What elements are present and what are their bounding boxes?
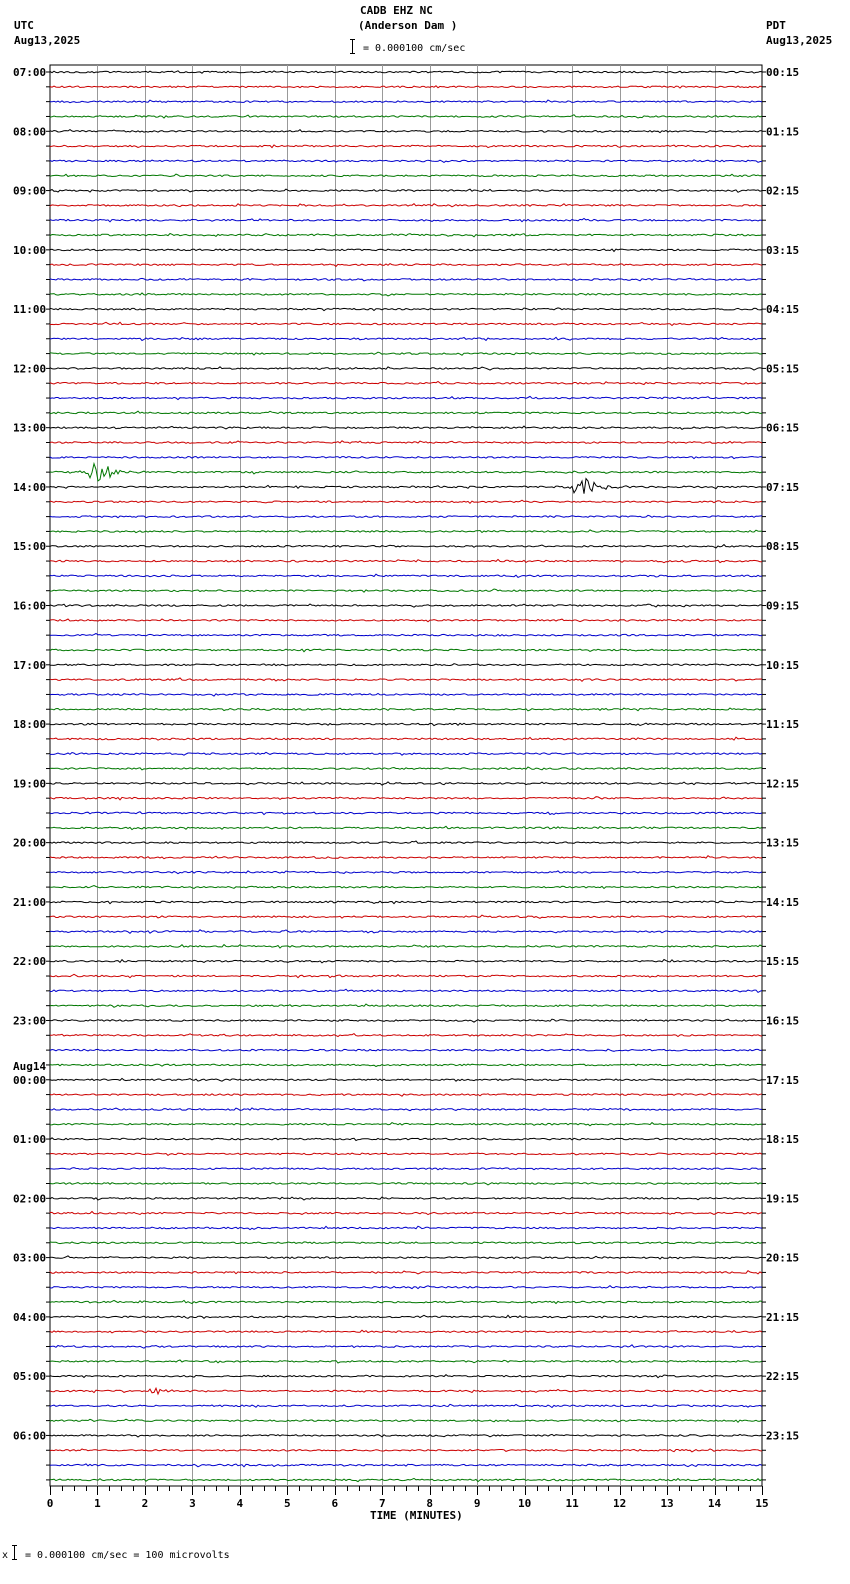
trace-82 xyxy=(50,1286,762,1289)
trace-70 xyxy=(50,1108,762,1111)
trace-2 xyxy=(50,100,762,103)
trace-46 xyxy=(50,752,762,755)
right-hour-label: 14:15 xyxy=(766,895,800,909)
x-tick-label: 12 xyxy=(612,1497,627,1510)
trace-14 xyxy=(50,278,762,281)
x-tick-label: 2 xyxy=(141,1497,149,1510)
trace-51 xyxy=(50,826,762,829)
trace-55 xyxy=(50,886,762,889)
trace-26 xyxy=(50,457,762,459)
trace-28 xyxy=(50,479,762,494)
footer-scale-bar-icon xyxy=(14,1545,15,1560)
right-hour-label: 12:15 xyxy=(766,777,800,791)
trace-40 xyxy=(50,664,762,666)
x-tick-label: 4 xyxy=(236,1497,244,1510)
left-hour-label: 02:00 xyxy=(13,1192,47,1206)
trace-69 xyxy=(50,1093,762,1096)
trace-75 xyxy=(50,1183,762,1185)
trace-41 xyxy=(50,678,762,681)
trace-9 xyxy=(50,204,762,207)
trace-52 xyxy=(50,841,762,843)
x-tick-label: 1 xyxy=(94,1497,101,1510)
trace-15 xyxy=(50,293,762,296)
trace-72 xyxy=(50,1138,762,1141)
right-hour-label: 06:15 xyxy=(766,421,800,435)
left-hour-label: 07:00 xyxy=(13,66,47,79)
right-timezone: PDT xyxy=(766,19,786,32)
right-hour-label: 23:15 xyxy=(766,1429,800,1443)
right-hour-label: 05:15 xyxy=(766,362,800,376)
right-hour-label: 19:15 xyxy=(766,1192,800,1206)
left-timezone: UTC xyxy=(14,19,34,32)
trace-20 xyxy=(50,367,762,370)
left-hour-label: 21:00 xyxy=(13,895,47,909)
trace-74 xyxy=(50,1168,762,1170)
station-title: CADB EHZ NC xyxy=(360,4,433,17)
right-hour-label: 15:15 xyxy=(766,955,800,969)
trace-64 xyxy=(50,1019,762,1022)
trace-35 xyxy=(50,589,762,592)
left-hour-label: 04:00 xyxy=(13,1310,47,1324)
left-hour-label: 14:00 xyxy=(13,480,47,494)
right-date: Aug13,2025 xyxy=(766,34,833,47)
trace-34 xyxy=(50,574,762,577)
trace-95 xyxy=(50,1478,762,1481)
x-tick-label: 15 xyxy=(755,1497,769,1510)
trace-42 xyxy=(50,694,762,697)
trace-45 xyxy=(50,737,762,740)
left-hour-label: 12:00 xyxy=(13,362,47,376)
trace-50 xyxy=(50,812,762,815)
trace-81 xyxy=(50,1271,762,1274)
x-tick-label: 0 xyxy=(46,1497,54,1510)
x-tick-label: 6 xyxy=(331,1497,339,1510)
x-tick-label: 14 xyxy=(707,1497,722,1510)
trace-76 xyxy=(50,1197,762,1200)
left-hour-label: 15:00 xyxy=(13,540,47,554)
trace-18 xyxy=(50,337,762,340)
trace-16 xyxy=(50,308,762,311)
left-hour-label: 16:00 xyxy=(13,599,47,613)
trace-73 xyxy=(50,1153,762,1155)
trace-87 xyxy=(50,1360,762,1363)
right-hour-label: 21:15 xyxy=(766,1310,800,1324)
trace-10 xyxy=(50,219,762,222)
trace-8 xyxy=(50,189,762,192)
trace-44 xyxy=(50,723,762,726)
x-tick-label: 11 xyxy=(565,1497,579,1510)
trace-22 xyxy=(50,396,762,399)
trace-92 xyxy=(50,1434,762,1437)
right-hour-label: 00:15 xyxy=(766,66,800,79)
right-hour-label: 20:15 xyxy=(766,1251,800,1265)
trace-66 xyxy=(50,1049,762,1051)
trace-32 xyxy=(50,545,762,548)
x-tick-label: 7 xyxy=(378,1497,386,1510)
trace-37 xyxy=(50,619,762,622)
trace-78 xyxy=(50,1226,762,1229)
right-hour-label: 13:15 xyxy=(766,836,800,850)
trace-91 xyxy=(50,1419,762,1422)
trace-54 xyxy=(50,871,762,874)
trace-56 xyxy=(50,901,762,904)
trace-77 xyxy=(50,1212,762,1215)
left-hour-label: 10:00 xyxy=(13,243,47,257)
trace-90 xyxy=(50,1404,762,1407)
trace-48 xyxy=(50,782,762,785)
trace-27 xyxy=(50,464,762,481)
right-hour-label: 08:15 xyxy=(766,540,800,554)
left-hour-label: 03:00 xyxy=(13,1251,47,1265)
trace-71 xyxy=(50,1123,762,1126)
right-hour-label: 09:15 xyxy=(766,599,800,613)
left-hour-label: 06:00 xyxy=(13,1429,47,1443)
scale-text: = 0.000100 cm/sec xyxy=(363,43,466,54)
trace-89 xyxy=(50,1388,762,1394)
trace-31 xyxy=(50,530,762,533)
x-tick-label: 13 xyxy=(660,1497,674,1510)
trace-83 xyxy=(50,1300,762,1303)
x-tick-label: 3 xyxy=(189,1497,196,1510)
right-hour-label: 04:15 xyxy=(766,303,800,317)
trace-58 xyxy=(50,930,762,934)
trace-80 xyxy=(50,1256,762,1259)
right-hour-label: 18:15 xyxy=(766,1133,800,1147)
trace-36 xyxy=(50,604,762,607)
x-tick-label: 10 xyxy=(518,1497,532,1510)
trace-60 xyxy=(50,960,762,963)
right-hour-label: 22:15 xyxy=(766,1370,800,1384)
right-hour-label: 17:15 xyxy=(766,1073,800,1087)
trace-21 xyxy=(50,382,762,385)
left-date: Aug13,2025 xyxy=(14,34,81,47)
trace-23 xyxy=(50,411,762,414)
right-hour-label: 10:15 xyxy=(766,658,800,672)
date-change-label: Aug14 xyxy=(13,1059,47,1073)
trace-88 xyxy=(50,1375,762,1378)
trace-79 xyxy=(50,1242,762,1244)
trace-17 xyxy=(50,322,762,325)
left-hour-label: 09:00 xyxy=(13,184,47,198)
trace-29 xyxy=(50,500,762,503)
left-hour-label: 17:00 xyxy=(13,658,47,672)
footer-mark: x xyxy=(2,1550,9,1561)
trace-25 xyxy=(50,441,762,444)
trace-7 xyxy=(50,174,762,176)
trace-3 xyxy=(50,115,762,118)
trace-62 xyxy=(50,989,762,992)
left-hour-label: 22:00 xyxy=(13,955,47,969)
left-hour-label: 00:00 xyxy=(13,1073,47,1087)
trace-4 xyxy=(50,130,762,133)
left-hour-label: 23:00 xyxy=(13,1014,47,1028)
x-tick-label: 9 xyxy=(473,1497,481,1510)
left-hour-label: 08:00 xyxy=(13,125,47,139)
trace-68 xyxy=(50,1078,762,1081)
left-hour-label: 11:00 xyxy=(13,303,47,317)
trace-65 xyxy=(50,1034,762,1037)
right-hour-label: 02:15 xyxy=(766,184,800,198)
right-hour-label: 01:15 xyxy=(766,125,800,139)
trace-59 xyxy=(50,945,762,948)
trace-43 xyxy=(50,708,762,711)
trace-63 xyxy=(50,1004,762,1007)
trace-94 xyxy=(50,1464,762,1467)
trace-0 xyxy=(50,71,762,73)
trace-93 xyxy=(50,1449,762,1452)
station-site: (Anderson Dam ) xyxy=(358,19,458,32)
left-hour-label: 18:00 xyxy=(13,718,47,732)
left-hour-label: 19:00 xyxy=(13,777,47,791)
right-hour-label: 07:15 xyxy=(766,480,800,494)
trace-13 xyxy=(50,264,762,267)
left-hour-label: 20:00 xyxy=(13,836,47,850)
trace-67 xyxy=(50,1064,762,1067)
right-hour-label: 03:15 xyxy=(766,243,800,257)
trace-19 xyxy=(50,352,762,355)
trace-38 xyxy=(50,634,762,637)
trace-6 xyxy=(50,160,762,163)
trace-53 xyxy=(50,856,762,859)
left-hour-label: 05:00 xyxy=(13,1370,47,1384)
trace-84 xyxy=(50,1315,762,1318)
trace-1 xyxy=(50,86,762,88)
left-hour-label: 13:00 xyxy=(13,421,47,435)
trace-5 xyxy=(50,145,762,148)
x-tick-label: 5 xyxy=(284,1497,291,1510)
trace-85 xyxy=(50,1330,762,1333)
trace-39 xyxy=(50,649,762,652)
right-hour-label: 16:15 xyxy=(766,1014,800,1028)
trace-24 xyxy=(50,426,762,429)
trace-12 xyxy=(50,249,762,252)
x-axis-label: TIME (MINUTES) xyxy=(370,1509,463,1522)
trace-47 xyxy=(50,767,762,770)
left-hour-label: 01:00 xyxy=(13,1133,47,1147)
trace-11 xyxy=(50,234,762,237)
right-hour-label: 11:15 xyxy=(766,718,800,732)
trace-61 xyxy=(50,974,762,977)
x-tick-label: 8 xyxy=(426,1497,434,1510)
trace-30 xyxy=(50,515,762,517)
trace-86 xyxy=(50,1345,762,1348)
trace-33 xyxy=(50,559,762,562)
trace-49 xyxy=(50,797,762,800)
footer-scale-text: = 0.000100 cm/sec = 100 microvolts xyxy=(25,1550,230,1561)
trace-57 xyxy=(50,915,762,918)
